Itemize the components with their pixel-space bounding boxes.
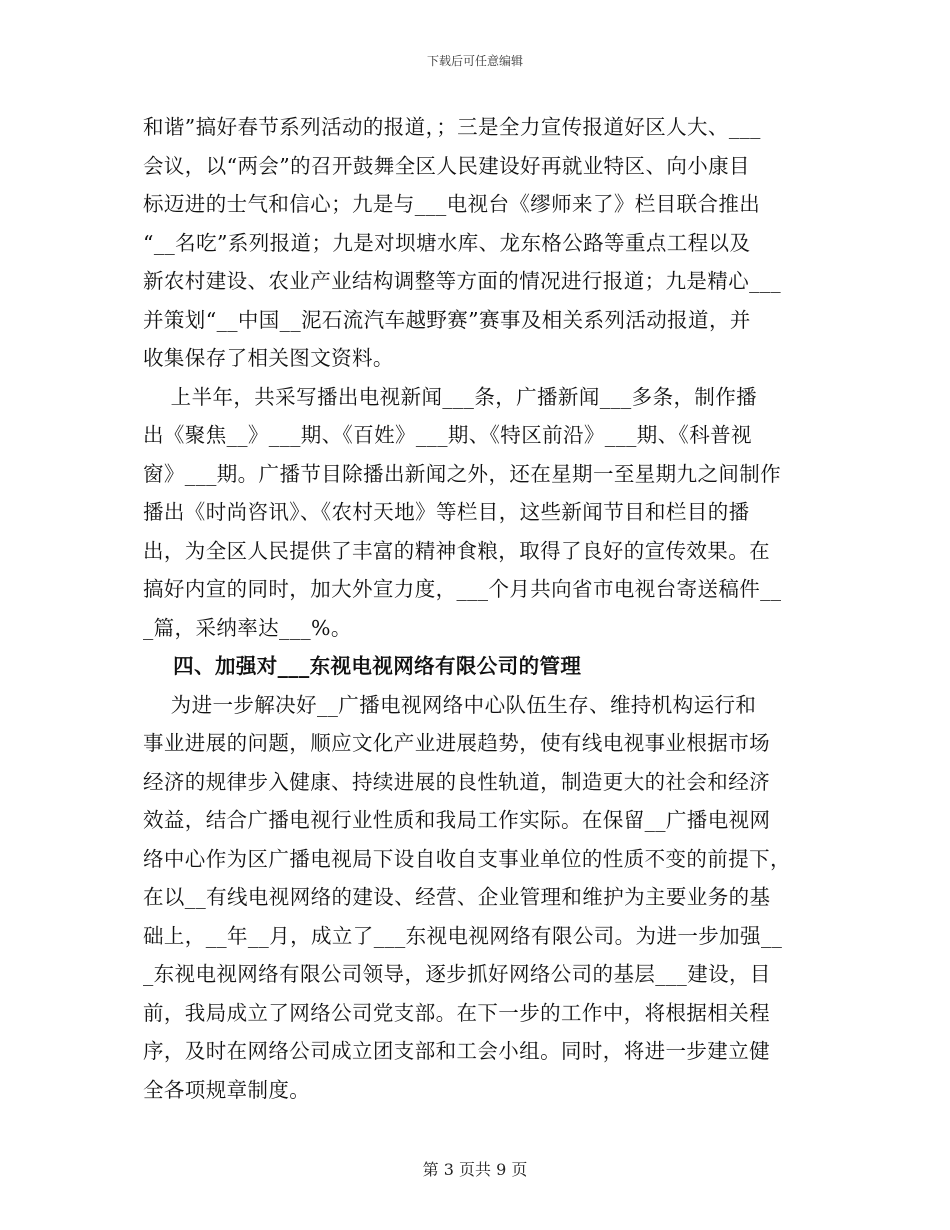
body-line: 收集保存了相关图文资料。 — [143, 346, 394, 370]
body-line: 络中心作为区广播电视局下设自收自支事业单位的性质不变的前提下， — [143, 846, 791, 871]
body-line: 出，为全区人民提供了丰富的精神食粮，取得了良好的宣传效果。在 — [143, 538, 770, 563]
body-line: 新农村建设、农业产业结构调整等方面的情况进行报道；九是精心___ — [143, 269, 782, 293]
body-line: 全各项规章制度。 — [143, 1077, 311, 1102]
body-line: “__名吃”系列报道；九是对坝塘水库、龙东格公路等重点工程以及 — [143, 230, 751, 255]
body-line: 会议，以“两会”的召开鼓舞全区人民建设好再就业特区、向小康目 — [143, 153, 750, 178]
body-line: 序，及时在网络公司成立团支部和工会小组。同时，将进一步建立健 — [143, 1039, 770, 1063]
body-line: 窗》___期。广播节目除播出新闻之外，还在星期一至星期九之间制作 — [143, 461, 782, 486]
body-line: 为进一步解决好__广播电视网络中心队伍生存、维持机构运行和 — [143, 692, 757, 717]
body-line: 前，我局成立了网络公司党支部。在下一步的工作中，将根据相关程 — [143, 1000, 770, 1025]
body-line: 标迈进的士气和信心；九是与___电视台《缪师来了》栏目联合推出 — [143, 192, 761, 216]
body-line: 搞好内宣的同时，加大外宣力度，___个月共向省市电视台寄送稿件__ — [143, 577, 782, 601]
document-body — [143, 108, 807, 1109]
body-line: 经济的规律步入健康、持续进展的良性轨道，制造更大的社会和经济 — [143, 769, 770, 794]
body-line: _篇，采纳率达___%。 — [143, 615, 352, 640]
body-line: 事业进展的问题，顺应文化产业进展趋势，使有线电视事业根据市场 — [143, 731, 770, 755]
body-line: 出《聚焦__》___期、《百姓》___期、《特区前沿》___期、《科普视 — [143, 423, 752, 447]
body-line: 和谐”搞好春节系列活动的报道，；三是全力宣传报道好区人大、___ — [143, 115, 761, 139]
body-line: 播出《时尚咨讯》、《农村天地》等栏目，这些新闻节目和栏目的播 — [143, 500, 750, 524]
body-line: 础上，__年__月，成立了___东视电视网络有限公司。为进一步加强__ — [143, 923, 783, 948]
page-header: 下载后可任意编辑 — [426, 54, 523, 68]
body-line: 并策划“__中国__泥石流汽车越野赛”赛事及相关系列活动报道，并 — [143, 307, 751, 332]
body-line: _东视电视网络有限公司领导，逐步抓好网络公司的基层___建设，目 — [143, 962, 771, 986]
page-footer: 第 3 页共 9 页 — [422, 1160, 528, 1179]
body-line: 效益，结合广播电视行业性质和我局工作实际。在保留__广播电视网 — [143, 808, 771, 832]
section-heading: 四、加强对___东视电视网络有限公司的管理 — [143, 654, 582, 678]
body-line: 上半年，共采写播出电视新闻___条，广播新闻___多条，制作播 — [143, 384, 758, 409]
body-line: 在以__有线电视网络的建设、经营、企业管理和维护为主要业务的基 — [143, 885, 771, 909]
